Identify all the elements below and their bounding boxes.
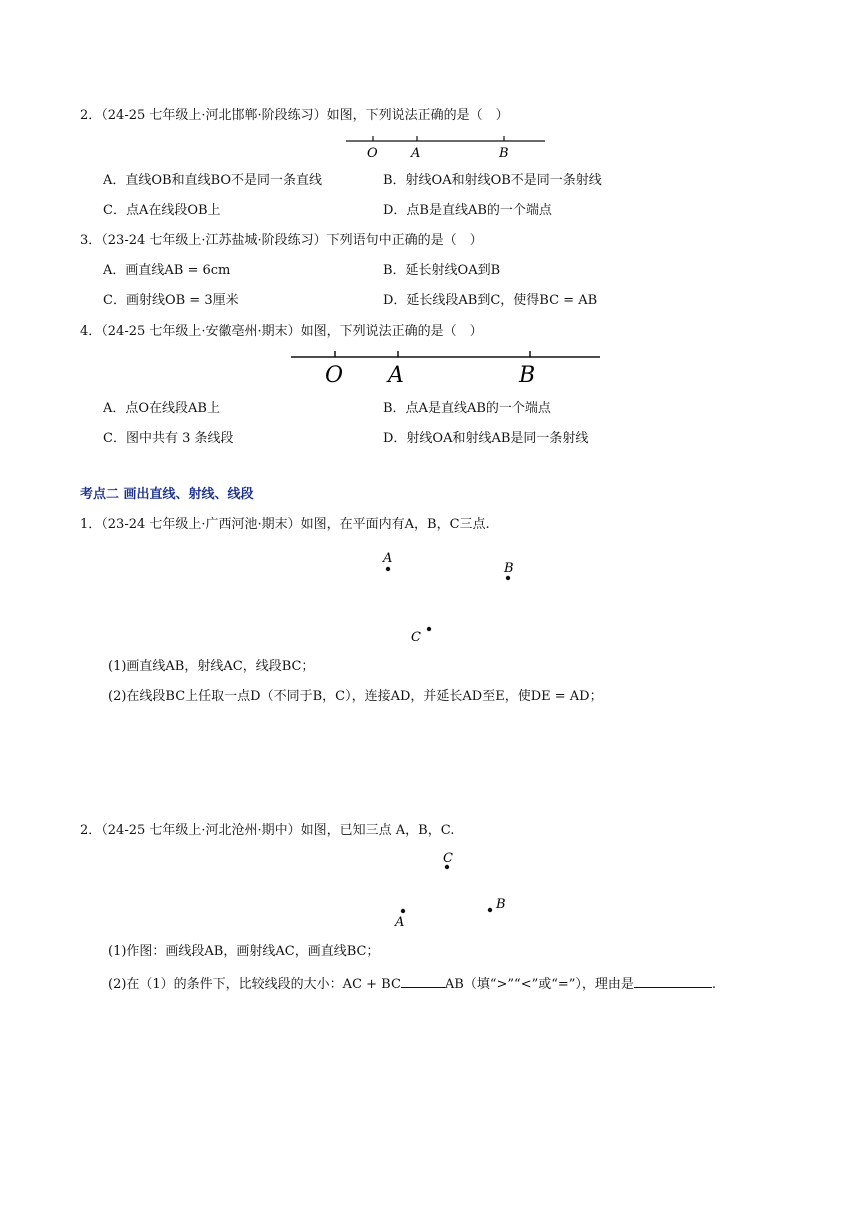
q4-option-c: C．图中共有 3 条线段 bbox=[103, 431, 234, 446]
p2-answer-blank-2[interactable] bbox=[634, 973, 712, 988]
p1-label-c: C bbox=[411, 630, 421, 645]
p1-stem: 1．（23-24 七年级上·广西河池·期末）如图，在平面内有A，B，C三点. bbox=[80, 517, 490, 532]
q3-option-d: D．延长线段AB到C，使得BC = AB bbox=[383, 293, 598, 308]
p1-sub2: (2)在线段BC上任取一点D（不同于B，C），连接AD，并延长AD至E，使DE = AD； bbox=[108, 689, 603, 704]
p2-label-c: C bbox=[443, 851, 453, 866]
q3-option-a: A．画直线AB = 6cm bbox=[103, 263, 231, 278]
q2-label-b: B bbox=[499, 146, 509, 161]
section-title: 考点二 画出直线、射线、线段 bbox=[80, 487, 254, 502]
q2-option-b: B．射线OA和射线OB不是同一条射线 bbox=[383, 173, 602, 188]
q3-option-b: B．延长射线OA到B bbox=[383, 263, 501, 278]
q4-option-d: D．射线OA和射线AB是同一条射线 bbox=[383, 431, 589, 446]
q3-option-c: C．画射线OB = 3厘米 bbox=[103, 293, 239, 308]
p2-sub2-part3: . bbox=[711, 977, 717, 992]
p2-stem: 2．（24-25 七年级上·河北沧州·期中）如图，已知三点 A，B，C. bbox=[80, 823, 455, 838]
p2-sub2-part1: (2)在（1）的条件下，比较线段的大小：AC + BC bbox=[108, 977, 401, 992]
q4-option-a: A．点O在线段AB上 bbox=[103, 401, 220, 416]
q2-label-o: O bbox=[367, 146, 378, 161]
q2-option-a: A．直线OB和直线BO不是同一条直线 bbox=[103, 173, 323, 188]
p2-label-a: A bbox=[395, 915, 405, 930]
q4-stem: 4．（24-25 七年级上·安徽亳州·期末）如图，下列说法正确的是（ ） bbox=[80, 324, 483, 339]
q4-label-b: B bbox=[519, 363, 536, 388]
q4-label-o: O bbox=[325, 363, 344, 388]
p2-sub1: (1)作图：画线段AB，画射线AC，画直线BC； bbox=[108, 944, 380, 959]
q2-stem: 2．（24-25 七年级上·河北邯郸·阶段练习）如图，下列说法正确的是（ ） bbox=[80, 108, 509, 123]
q3-stem: 3．（23-24 七年级上·江苏盐城·阶段练习）下列语句中正确的是（ ） bbox=[80, 233, 483, 248]
p1-label-b: B bbox=[504, 561, 514, 576]
q2-option-d: D．点B是直线AB的一个端点 bbox=[383, 203, 552, 218]
q4-option-b: B．点A是直线AB的一个端点 bbox=[383, 401, 551, 416]
q2-label-a: A bbox=[411, 146, 421, 161]
p2-label-b: B bbox=[496, 897, 506, 912]
p2-sub2-part2: AB（填“>”“<”或“=”），理由是 bbox=[444, 977, 634, 992]
p1-label-a: A bbox=[383, 551, 393, 566]
q4-label-a: A bbox=[388, 363, 404, 388]
p1-sub1: (1)画直线AB，射线AC，线段BC； bbox=[108, 659, 315, 674]
p2-sub2 bbox=[108, 973, 716, 994]
q2-option-c: C．点A在线段OB上 bbox=[103, 203, 221, 218]
p2-answer-blank-1[interactable] bbox=[401, 973, 445, 988]
